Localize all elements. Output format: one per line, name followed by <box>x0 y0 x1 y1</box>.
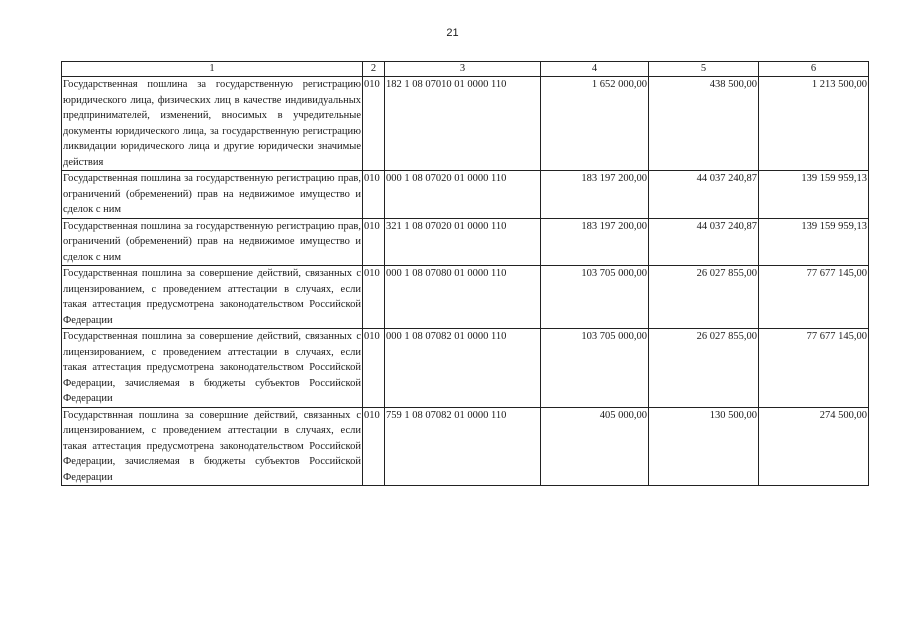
column-header: 4 <box>541 62 649 77</box>
row-code: 010 <box>363 77 385 171</box>
row-code: 010 <box>363 266 385 329</box>
column-header: 6 <box>759 62 869 77</box>
page-number: 21 <box>446 27 459 39</box>
row-kbk: 000 1 08 07080 01 0000 110 <box>385 266 541 329</box>
row-col5: 26 027 855,00 <box>649 266 759 329</box>
row-col5: 438 500,00 <box>649 77 759 171</box>
row-kbk: 000 1 08 07020 01 0000 110 <box>385 171 541 219</box>
row-col4: 183 197 200,00 <box>541 218 649 266</box>
row-kbk: 000 1 08 07082 01 0000 110 <box>385 329 541 408</box>
row-code: 010 <box>363 171 385 219</box>
row-description: Государственная пошлина за совершение действий, связанных с лицензированием, с проведением аттестации в случаях, если такая аттестация предусмотрена законодательством Российской Федерации <box>62 266 363 329</box>
row-col5: 44 037 240,87 <box>649 218 759 266</box>
row-col6: 139 159 959,13 <box>759 218 869 266</box>
row-col5: 26 027 855,00 <box>649 329 759 408</box>
row-description: Государствнная пошлина за совершние действий, связанных с лицензированием, с проведением аттестации в случаях, если такая аттестация предусмотрена законодательством Российской Федерации, зачисляемая в бюджеты субъектов Российской Федерации <box>62 407 363 486</box>
table-row <box>62 407 869 486</box>
column-header: 5 <box>649 62 759 77</box>
row-col4: 103 705 000,00 <box>541 266 649 329</box>
row-description: Государственная пошлина за государственную регистрацию прав, ограничений (обременений) прав на недвижимое имущество и сделок с ним <box>62 171 363 219</box>
row-col6: 139 159 959,13 <box>759 171 869 219</box>
table-row <box>62 329 869 408</box>
table-row <box>62 218 869 266</box>
row-col4: 405 000,00 <box>541 407 649 486</box>
row-kbk: 759 1 08 07082 01 0000 110 <box>385 407 541 486</box>
table-row <box>62 77 869 171</box>
row-kbk: 182 1 08 07010 01 0000 110 <box>385 77 541 171</box>
row-code: 010 <box>363 218 385 266</box>
table-row <box>62 266 869 329</box>
row-col4: 1 652 000,00 <box>541 77 649 171</box>
column-header: 2 <box>363 62 385 77</box>
row-col6: 77 677 145,00 <box>759 266 869 329</box>
row-code: 010 <box>363 407 385 486</box>
row-description: Государственная пошлина за государственную регистрацию юридического лица, физических лиц в качестве индивидуальных предпринимателей, изменений, вносимых в учредительные документы юридического лица, за государственную регистрацию ликвидации юридического лица и другие юридически значимые действия <box>62 77 363 171</box>
row-col6: 1 213 500,00 <box>759 77 869 171</box>
row-code: 010 <box>363 329 385 408</box>
header-row <box>62 62 869 77</box>
row-description: Государственная пошлина за государственную регистрацию прав, ограничений (обременений) прав на недвижимое имущество и сделок с ним <box>62 218 363 266</box>
revenue-table <box>61 61 869 486</box>
row-col6: 274 500,00 <box>759 407 869 486</box>
row-description: Государственная пошлина за совершение действий, связанных с лицензированием, с проведением аттестации в случаях, если такая аттестация предусмотрена законодательством Российской Федерации, зачисляемая в бюджеты субъектов Российской Федерации <box>62 329 363 408</box>
row-col5: 130 500,00 <box>649 407 759 486</box>
table-row <box>62 171 869 219</box>
column-header: 1 <box>62 62 363 77</box>
row-col4: 183 197 200,00 <box>541 171 649 219</box>
row-kbk: 321 1 08 07020 01 0000 110 <box>385 218 541 266</box>
column-header: 3 <box>385 62 541 77</box>
row-col5: 44 037 240,87 <box>649 171 759 219</box>
row-col6: 77 677 145,00 <box>759 329 869 408</box>
row-col4: 103 705 000,00 <box>541 329 649 408</box>
